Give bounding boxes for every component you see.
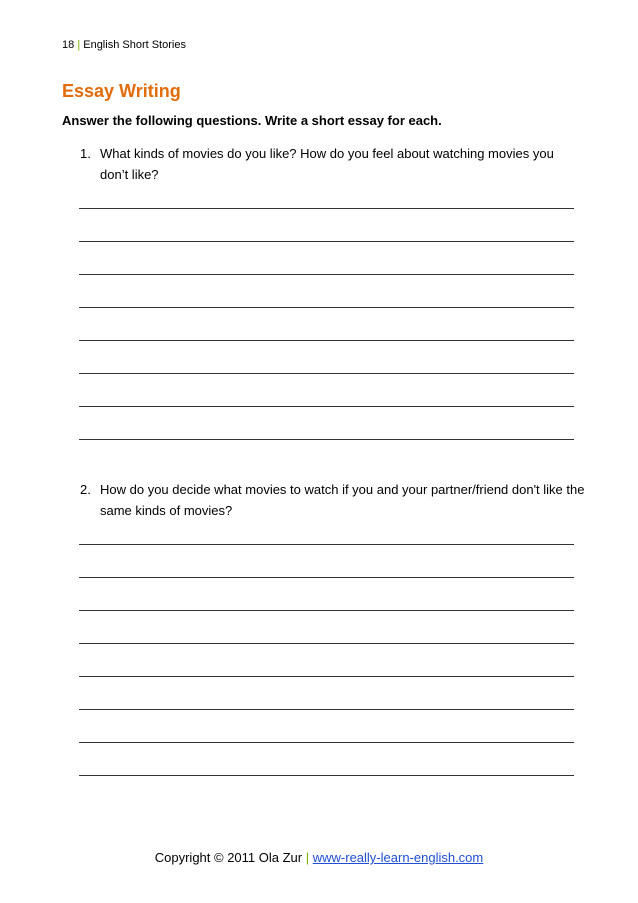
question-number: 2. bbox=[80, 482, 91, 497]
answer-line[interactable] bbox=[79, 340, 574, 341]
running-header bbox=[62, 39, 186, 51]
question-1 bbox=[80, 143, 585, 185]
answer-line[interactable] bbox=[79, 307, 574, 308]
header-separator: | bbox=[77, 39, 81, 51]
answer-line[interactable] bbox=[79, 676, 574, 677]
question-number: 1. bbox=[80, 146, 91, 161]
footer-separator: | bbox=[305, 850, 310, 865]
answer-line[interactable] bbox=[79, 709, 574, 710]
copyright-text: Copyright © 2011 Ola Zur bbox=[154, 850, 303, 865]
question-text: How do you decide what movies to watch if you and your partner/friend don't like the same kinds of movies? bbox=[100, 482, 585, 518]
book-title: English Short Stories bbox=[83, 39, 186, 51]
answer-line[interactable] bbox=[79, 775, 574, 776]
page-footer bbox=[0, 850, 638, 865]
question-2 bbox=[80, 479, 585, 521]
answer-line[interactable] bbox=[79, 274, 574, 275]
question-text: What kinds of movies do you like? How do you feel about watching movies you don’t like? bbox=[100, 146, 554, 182]
instruction-text: Answer the following questions. Write a short essay for each. bbox=[62, 113, 442, 128]
answer-line[interactable] bbox=[79, 643, 574, 644]
answer-line[interactable] bbox=[79, 577, 574, 578]
answer-line[interactable] bbox=[79, 406, 574, 407]
answer-line[interactable] bbox=[79, 439, 574, 440]
answer-line[interactable] bbox=[79, 742, 574, 743]
answer-line[interactable] bbox=[79, 241, 574, 242]
answer-line[interactable] bbox=[79, 373, 574, 374]
website-link[interactable]: www-really-learn-english.com bbox=[312, 850, 484, 865]
answer-line[interactable] bbox=[79, 208, 574, 209]
section-title: Essay Writing bbox=[62, 81, 181, 101]
answer-line[interactable] bbox=[79, 610, 574, 611]
page-number: 18 bbox=[62, 39, 75, 51]
answer-line[interactable] bbox=[79, 544, 574, 545]
